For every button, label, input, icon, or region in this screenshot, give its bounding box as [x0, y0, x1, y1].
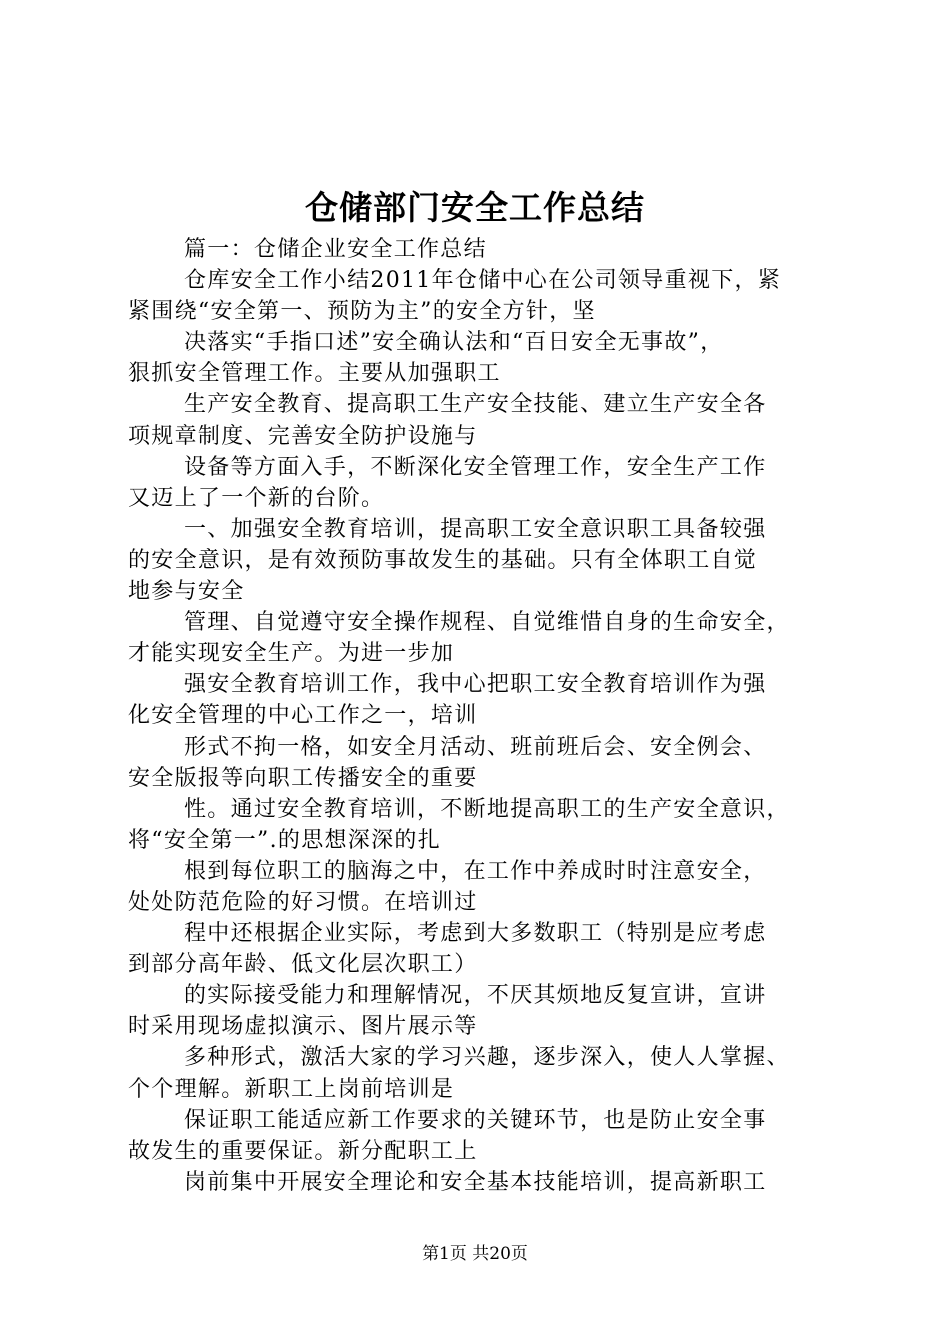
- paragraph: [128, 607, 832, 669]
- text-line: 程中还根据企业实际，考虑到大多数职工（特别是应考虑: [184, 921, 767, 947]
- text-line: 多种形式，激活大家的学习兴趣，逐步深入，使人人掌握、: [184, 1045, 790, 1071]
- paragraph: [128, 669, 832, 731]
- text-line: 一、加强安全教育培训，提高职工安全意识职工具备较强: [184, 516, 767, 542]
- paragraph: [128, 1042, 832, 1104]
- text-line: 处处防范危险的好习惯。在培训过: [128, 889, 478, 915]
- text-line: 故发生的重要保证。新分配职工上: [128, 1138, 478, 1164]
- paragraph: [128, 856, 832, 918]
- text-line: 性。通过安全教育培训，不断地提高职工的生产安全意识，: [184, 796, 790, 822]
- text-line: 化安全管理的中心工作之一，培训: [128, 703, 478, 729]
- paragraph: [128, 1105, 832, 1167]
- text-line: 的实际接受能力和理解情况，不厌其烦地反复宣讲，宣讲: [184, 983, 767, 1009]
- text-line: 管理、自觉遵守安全操作规程、自觉维惜自身的生命安全，: [184, 610, 790, 636]
- paragraph: [128, 794, 832, 856]
- paragraph: [128, 327, 832, 389]
- paragraph: [128, 732, 832, 794]
- text-line: 决落实“手指口述”安全确认法和“百日安全无事故”，: [184, 330, 724, 356]
- text-line: 设备等方面入手，不断深化安全管理工作，安全生产工作: [184, 454, 767, 480]
- text-line: 时采用现场虚拟演示、图片展示等: [128, 1014, 478, 1040]
- text-line: 才能实现安全生产。为进一步加: [128, 641, 455, 667]
- text-line: 岗前集中开展安全理论和安全基本技能培训，提高新职工: [184, 1169, 767, 1195]
- text-line: 安全版报等向职工传播安全的重要: [128, 765, 478, 791]
- paragraph: [128, 980, 832, 1042]
- text-line: 根到每位职工的脑海之中，在工作中养成时时注意安全，: [184, 858, 767, 884]
- text-line: 个个理解。新职工上岗前培训是: [128, 1076, 455, 1102]
- paragraph: [128, 918, 832, 980]
- text-line: 的安全意识，是有效预防事故发生的基础。只有全体职工自觉: [128, 547, 758, 573]
- document-title: 仓储部门安全工作总结: [305, 188, 645, 227]
- paragraph: [128, 234, 832, 265]
- text-line: 又迈上了一个新的台阶。: [128, 485, 385, 511]
- page-footer: 第1页 共20页: [422, 1244, 528, 1264]
- paragraph: [128, 452, 832, 514]
- text-line: 地参与安全: [128, 579, 245, 605]
- text-line: 到部分高年龄、低文化层次职工）: [128, 952, 478, 978]
- text-line: 生产安全教育、提高职工生产安全技能、建立生产安全各: [184, 392, 767, 418]
- paragraph: [128, 265, 832, 327]
- text-line: 项规章制度、完善安全防护设施与: [128, 423, 478, 449]
- paragraph: [128, 1167, 832, 1198]
- document-body: [128, 234, 832, 1198]
- paragraph: [128, 389, 832, 451]
- text-line: 强安全教育培训工作，我中心把职工安全教育培训作为强: [184, 672, 767, 698]
- text-line: 保证职工能适应新工作要求的关键环节，也是防止安全事: [184, 1107, 767, 1133]
- text-line: 紧围绕“安全第一、预防为主”的安全方针，坚: [128, 299, 596, 325]
- text-line: 狠抓安全管理工作。主要从加强职工: [128, 361, 501, 387]
- text-line: 将“安全第一”.的思想深深的扎: [128, 827, 441, 853]
- text-line: 形式不拘一格，如安全月活动、班前班后会、安全例会、: [184, 734, 767, 760]
- text-line: 仓库安全工作小结2011年仓储中心在公司领导重视下，紧: [184, 268, 782, 294]
- paragraph: [128, 514, 832, 607]
- text-line: 篇一：仓储企业安全工作总结: [184, 237, 487, 262]
